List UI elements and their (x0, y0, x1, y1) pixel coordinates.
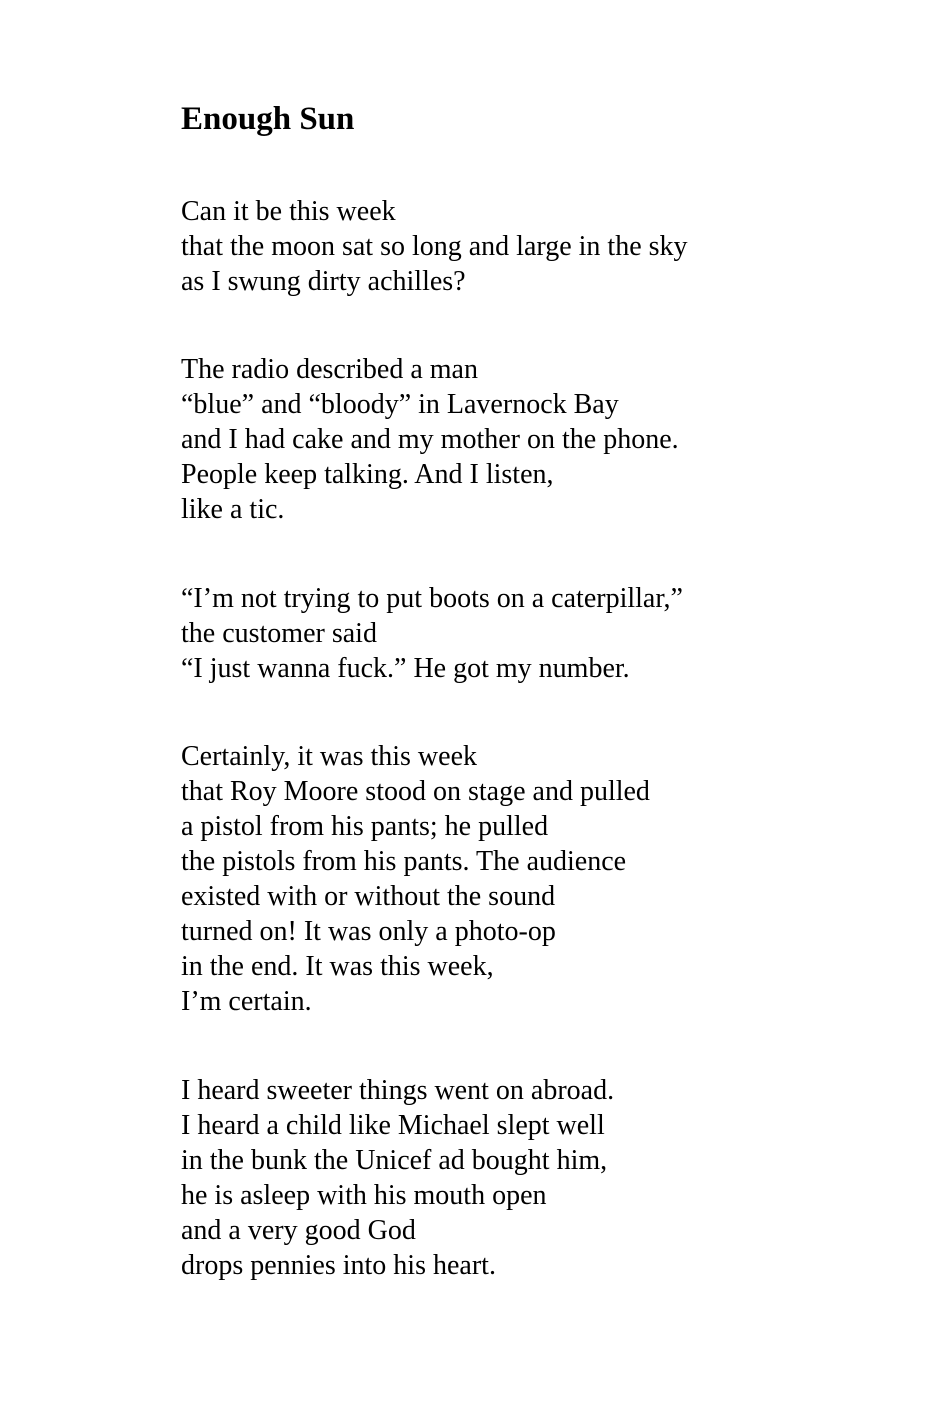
poem-line: existed with or without the sound (181, 881, 556, 912)
poem-line: and a very good God (181, 1215, 416, 1246)
poem-line: the customer said (181, 618, 377, 649)
poem-line: “I just wanna fuck.” He got my number. (181, 653, 630, 684)
stanza-4 (181, 739, 650, 1019)
poem-line: turned on! It was only a photo-op (181, 916, 556, 947)
poem-line: I heard a child like Michael slept well (181, 1110, 605, 1141)
poem-line: a pistol from his pants; he pulled (181, 811, 549, 842)
poem-line: I heard sweeter things went on abroad. (181, 1075, 615, 1106)
poem-line: People keep talking. And I listen, (181, 459, 554, 490)
poem-line: he is asleep with his mouth open (181, 1180, 547, 1211)
poem-line: that the moon sat so long and large in the sky (181, 231, 688, 262)
stanza-1 (181, 194, 688, 299)
poem-line: Can it be this week (181, 196, 396, 227)
poem-line: I’m certain. (181, 986, 312, 1017)
stanza-5 (181, 1073, 614, 1283)
poem-title: Enough Sun (181, 101, 355, 137)
poem-line: The radio described a man (181, 354, 478, 385)
poem-line: in the end. It was this week, (181, 951, 494, 982)
poem-line: as I swung dirty achilles? (181, 266, 466, 297)
poem-line: Certainly, it was this week (181, 741, 478, 772)
poem-line: like a tic. (181, 494, 285, 525)
poem-line: “blue” and “bloody” in Lavernock Bay (181, 389, 619, 420)
poem-line: “I’m not trying to put boots on a caterpillar,” (181, 583, 683, 614)
poem-line: and I had cake and my mother on the phone. (181, 424, 679, 455)
poem-line: that Roy Moore stood on stage and pulled (181, 776, 650, 807)
poem-line: in the bunk the Unicef ad bought him, (181, 1145, 608, 1176)
poem-line: drops pennies into his heart. (181, 1250, 496, 1281)
stanza-2 (181, 352, 679, 527)
stanza-3 (181, 581, 683, 686)
poem-line: the pistols from his pants. The audience (181, 846, 627, 877)
